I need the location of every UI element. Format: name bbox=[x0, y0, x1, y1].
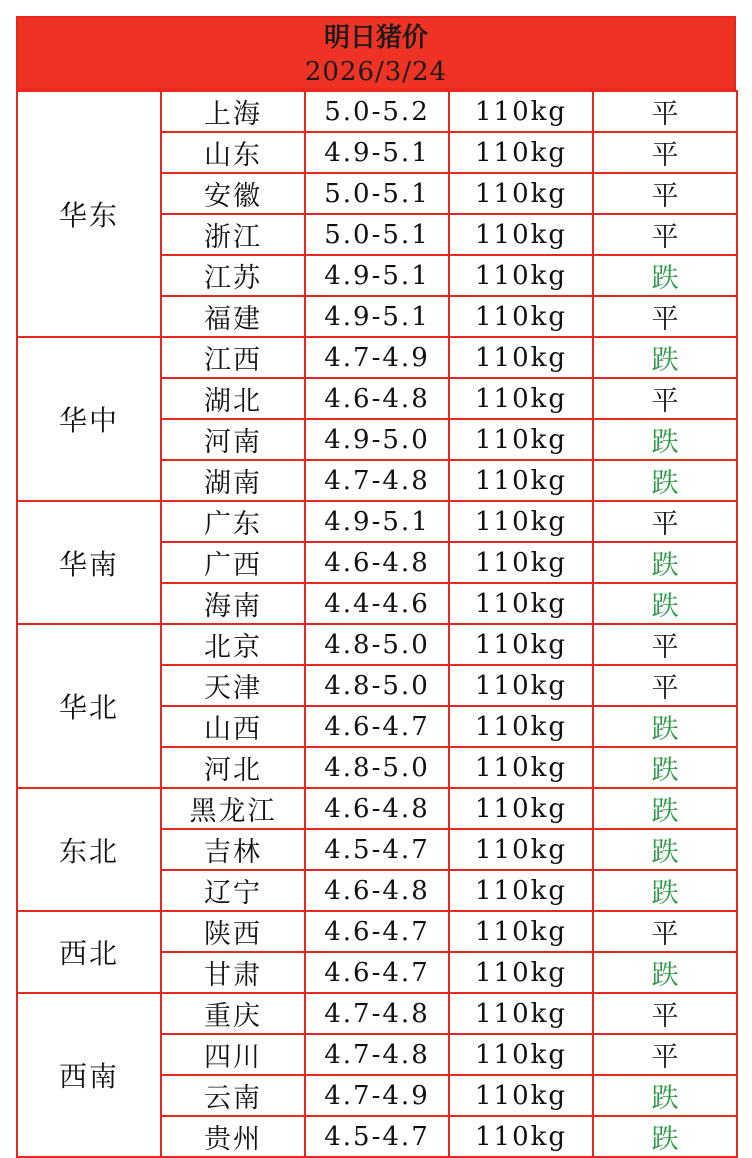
weight-cell: 110kg bbox=[449, 214, 593, 255]
trend-cell: 跌 bbox=[593, 1075, 737, 1116]
trend-cell: 跌 bbox=[593, 255, 737, 296]
region-cell: 西南 bbox=[17, 993, 161, 1157]
trend-cell: 平 bbox=[593, 132, 737, 173]
weight-cell: 110kg bbox=[449, 501, 593, 542]
weight-cell: 110kg bbox=[449, 91, 593, 132]
province-cell: 天津 bbox=[161, 665, 305, 706]
price-cell: 4.9-5.1 bbox=[305, 132, 449, 173]
table-row bbox=[17, 993, 737, 1034]
price-table bbox=[16, 90, 738, 1158]
trend-cell: 平 bbox=[593, 173, 737, 214]
price-cell: 5.0-5.1 bbox=[305, 173, 449, 214]
province-cell: 江苏 bbox=[161, 255, 305, 296]
trend-cell: 跌 bbox=[593, 706, 737, 747]
price-cell: 4.6-4.7 bbox=[305, 706, 449, 747]
trend-cell: 平 bbox=[593, 214, 737, 255]
province-cell: 辽宁 bbox=[161, 870, 305, 911]
province-cell: 上海 bbox=[161, 91, 305, 132]
weight-cell: 110kg bbox=[449, 1075, 593, 1116]
weight-cell: 110kg bbox=[449, 542, 593, 583]
price-cell: 4.5-4.7 bbox=[305, 1116, 449, 1157]
weight-cell: 110kg bbox=[449, 255, 593, 296]
table-row bbox=[17, 501, 737, 542]
province-cell: 黑龙江 bbox=[161, 788, 305, 829]
price-cell: 4.5-4.7 bbox=[305, 829, 449, 870]
price-cell: 4.9-5.1 bbox=[305, 296, 449, 337]
province-cell: 福建 bbox=[161, 296, 305, 337]
region-cell: 华东 bbox=[17, 91, 161, 337]
price-cell: 4.6-4.8 bbox=[305, 542, 449, 583]
trend-cell: 跌 bbox=[593, 337, 737, 378]
region-cell: 华北 bbox=[17, 624, 161, 788]
trend-cell: 平 bbox=[593, 91, 737, 132]
table-row bbox=[17, 624, 737, 665]
province-cell: 湖南 bbox=[161, 460, 305, 501]
province-cell: 江西 bbox=[161, 337, 305, 378]
weight-cell: 110kg bbox=[449, 624, 593, 665]
province-cell: 山东 bbox=[161, 132, 305, 173]
province-cell: 湖北 bbox=[161, 378, 305, 419]
weight-cell: 110kg bbox=[449, 747, 593, 788]
weight-cell: 110kg bbox=[449, 911, 593, 952]
price-cell: 4.9-5.1 bbox=[305, 255, 449, 296]
price-cell: 4.7-4.9 bbox=[305, 337, 449, 378]
table-row bbox=[17, 91, 737, 132]
weight-cell: 110kg bbox=[449, 665, 593, 706]
trend-cell: 平 bbox=[593, 378, 737, 419]
price-cell: 4.9-5.0 bbox=[305, 419, 449, 460]
weight-cell: 110kg bbox=[449, 952, 593, 993]
province-cell: 甘肃 bbox=[161, 952, 305, 993]
trend-cell: 平 bbox=[593, 624, 737, 665]
price-cell: 4.7-4.9 bbox=[305, 1075, 449, 1116]
province-cell: 吉林 bbox=[161, 829, 305, 870]
province-cell: 云南 bbox=[161, 1075, 305, 1116]
weight-cell: 110kg bbox=[449, 337, 593, 378]
trend-cell: 跌 bbox=[593, 788, 737, 829]
price-cell: 4.6-4.7 bbox=[305, 952, 449, 993]
weight-cell: 110kg bbox=[449, 419, 593, 460]
header-date: 2026/3/24 bbox=[304, 57, 448, 87]
price-cell: 5.0-5.1 bbox=[305, 214, 449, 255]
weight-cell: 110kg bbox=[449, 706, 593, 747]
province-cell: 山西 bbox=[161, 706, 305, 747]
price-cell: 4.8-5.0 bbox=[305, 665, 449, 706]
weight-cell: 110kg bbox=[449, 870, 593, 911]
trend-cell: 跌 bbox=[593, 419, 737, 460]
weight-cell: 110kg bbox=[449, 1034, 593, 1075]
table-row bbox=[17, 337, 737, 378]
price-cell: 4.4-4.6 bbox=[305, 583, 449, 624]
province-cell: 贵州 bbox=[161, 1116, 305, 1157]
region-cell: 华中 bbox=[17, 337, 161, 501]
province-cell: 北京 bbox=[161, 624, 305, 665]
region-cell: 华南 bbox=[17, 501, 161, 624]
price-cell: 4.7-4.8 bbox=[305, 993, 449, 1034]
price-cell: 4.6-4.8 bbox=[305, 870, 449, 911]
weight-cell: 110kg bbox=[449, 132, 593, 173]
trend-cell: 跌 bbox=[593, 747, 737, 788]
weight-cell: 110kg bbox=[449, 296, 593, 337]
trend-cell: 平 bbox=[593, 911, 737, 952]
province-cell: 浙江 bbox=[161, 214, 305, 255]
trend-cell: 跌 bbox=[593, 460, 737, 501]
trend-cell: 平 bbox=[593, 993, 737, 1034]
weight-cell: 110kg bbox=[449, 829, 593, 870]
trend-cell: 平 bbox=[593, 296, 737, 337]
weight-cell: 110kg bbox=[449, 1116, 593, 1157]
region-cell: 东北 bbox=[17, 788, 161, 911]
province-cell: 重庆 bbox=[161, 993, 305, 1034]
weight-cell: 110kg bbox=[449, 583, 593, 624]
weight-cell: 110kg bbox=[449, 460, 593, 501]
page-title: 明日猪价 bbox=[323, 23, 428, 53]
price-cell: 4.7-4.8 bbox=[305, 460, 449, 501]
trend-cell: 平 bbox=[593, 1034, 737, 1075]
trend-cell: 跌 bbox=[593, 870, 737, 911]
trend-cell: 跌 bbox=[593, 952, 737, 993]
price-cell: 4.8-5.0 bbox=[305, 624, 449, 665]
price-cell: 4.6-4.8 bbox=[305, 378, 449, 419]
weight-cell: 110kg bbox=[449, 378, 593, 419]
price-cell: 4.6-4.7 bbox=[305, 911, 449, 952]
price-cell: 5.0-5.2 bbox=[305, 91, 449, 132]
price-cell: 4.9-5.1 bbox=[305, 501, 449, 542]
price-cell: 4.8-5.0 bbox=[305, 747, 449, 788]
province-cell: 河北 bbox=[161, 747, 305, 788]
price-sheet bbox=[16, 16, 736, 1158]
price-table-body bbox=[17, 91, 737, 1157]
province-cell: 广东 bbox=[161, 501, 305, 542]
trend-cell: 跌 bbox=[593, 542, 737, 583]
weight-cell: 110kg bbox=[449, 173, 593, 214]
weight-cell: 110kg bbox=[449, 993, 593, 1034]
price-cell: 4.7-4.8 bbox=[305, 1034, 449, 1075]
weight-cell: 110kg bbox=[449, 788, 593, 829]
region-cell: 西北 bbox=[17, 911, 161, 993]
province-cell: 安徽 bbox=[161, 173, 305, 214]
table-header bbox=[16, 16, 736, 90]
trend-cell: 跌 bbox=[593, 583, 737, 624]
province-cell: 海南 bbox=[161, 583, 305, 624]
province-cell: 河南 bbox=[161, 419, 305, 460]
trend-cell: 平 bbox=[593, 665, 737, 706]
province-cell: 广西 bbox=[161, 542, 305, 583]
trend-cell: 跌 bbox=[593, 1116, 737, 1157]
table-row bbox=[17, 911, 737, 952]
province-cell: 四川 bbox=[161, 1034, 305, 1075]
trend-cell: 跌 bbox=[593, 829, 737, 870]
price-cell: 4.6-4.8 bbox=[305, 788, 449, 829]
province-cell: 陕西 bbox=[161, 911, 305, 952]
trend-cell: 平 bbox=[593, 501, 737, 542]
table-row bbox=[17, 788, 737, 829]
